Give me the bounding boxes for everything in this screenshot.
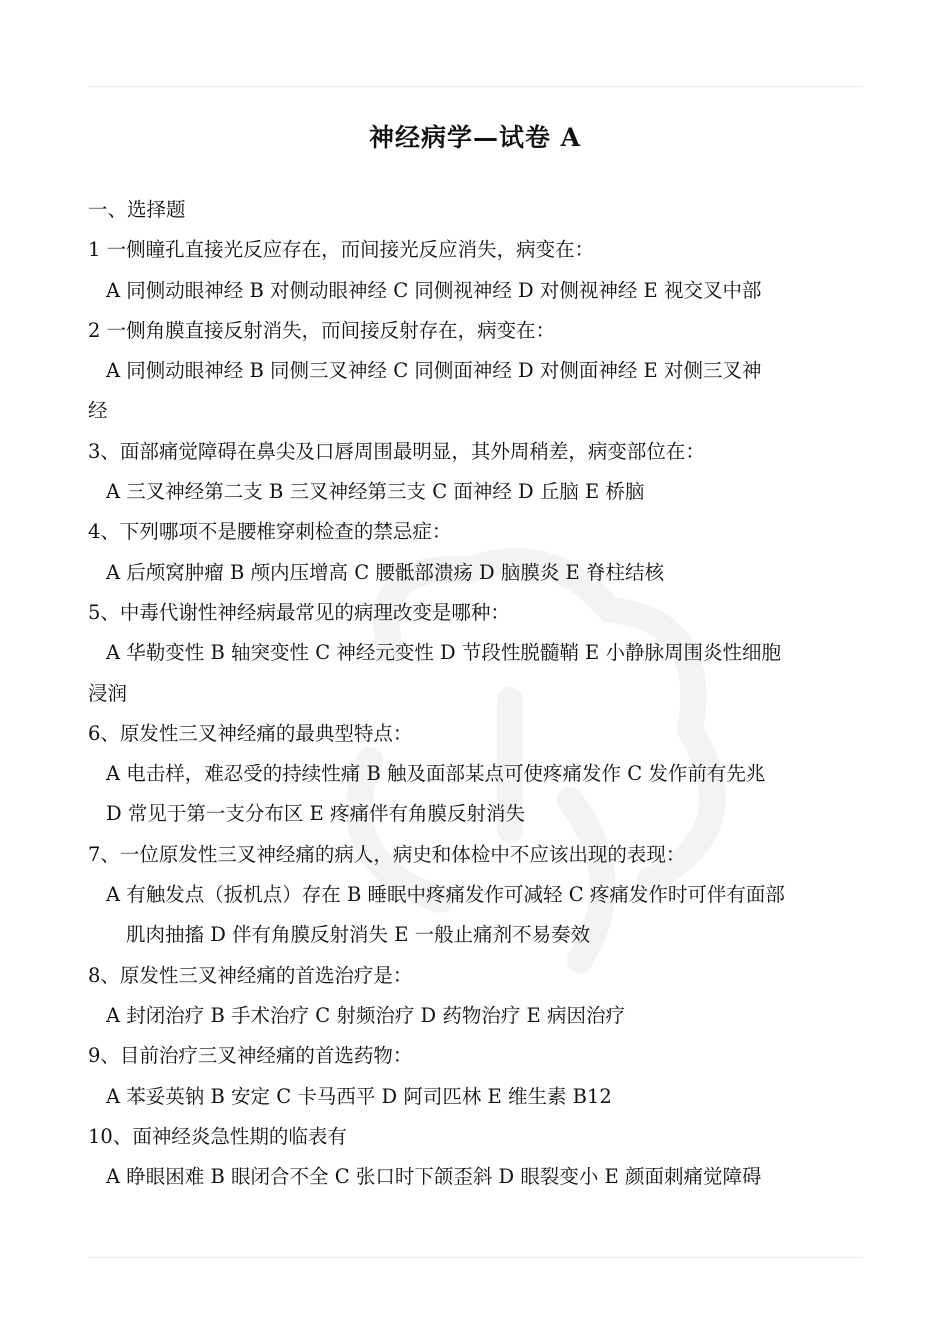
- question-options: A 三叉神经第二支 B 三叉神经第三支 C 面神经 D 丘脑 E 桥脑: [106, 480, 645, 504]
- question-options: A 华勒变性 B 轴突变性 C 神经元变性 D 节段性脱髓鞘 E 小静脉周围炎性细胞: [106, 641, 781, 665]
- header-rule: [88, 86, 863, 87]
- question-options-continued: 经: [88, 399, 108, 423]
- section-heading: 一、选择题: [88, 198, 186, 221]
- question-options: D 常见于第一支分布区 E 疼痛伴有角膜反射消失: [106, 802, 525, 826]
- question-options: A 封闭治疗 B 手术治疗 C 射频治疗 D 药物治疗 E 病因治疗: [106, 1003, 625, 1027]
- question-options: A 睁眼困难 B 眼闭合不全 C 张口时下颌歪斜 D 眼裂变小 E 颜面刺痛觉障碍: [106, 1165, 762, 1189]
- question-stem: 2 一侧角膜直接反射消失，而间接反射存在，病变在：: [88, 318, 556, 342]
- question-options-continued: 浸润: [88, 681, 128, 705]
- question-stem: 7、一位原发性三叉神经痛的病人，病史和体检中不应该出现的表现：: [88, 842, 686, 866]
- question-list: [88, 190, 863, 1197]
- footer-rule: [88, 1257, 863, 1258]
- question-stem: 3、面部痛觉障碍在鼻尖及口唇周围最明显，其外周稍差，病变部位在：: [88, 439, 705, 463]
- question-options: A 同侧动眼神经 B 对侧动眼神经 C 同侧视神经 D 对侧视神经 E 视交叉中部: [106, 278, 762, 302]
- question-stem: 6、原发性三叉神经痛的最典型特点：: [88, 721, 413, 745]
- question-options: A 电击样，难忍受的持续性痛 B 触及面部某点可使疼痛发作 C 发作前有先兆: [106, 762, 766, 786]
- question-options: A 有触发点（扳机点）存在 B 睡眠中疼痛发作可减轻 C 疼痛发作时可伴有面部: [106, 883, 785, 907]
- question-options: A 后颅窝肿瘤 B 颅内压增高 C 腰骶部溃疡 D 脑膜炎 E 脊柱结核: [106, 560, 664, 584]
- question-stem: 4、下列哪项不是腰椎穿刺检查的禁忌症：: [88, 520, 452, 544]
- page-title: 神经病学—试卷 A: [368, 123, 582, 152]
- question-stem: 1 一侧瞳孔直接光反应存在，而间接光反应消失，病变在：: [88, 238, 595, 262]
- question-stem: 5、中毒代谢性神经病最常见的病理改变是哪种：: [88, 600, 510, 624]
- question-options: A 苯妥英钠 B 安定 C 卡马西平 D 阿司匹林 E 维生素 B12: [106, 1084, 612, 1108]
- question-options: A 同侧动眼神经 B 同侧三叉神经 C 同侧面神经 D 对侧面神经 E 对侧三叉神: [106, 359, 762, 383]
- question-stem: 8、原发性三叉神经痛的首选治疗是：: [88, 963, 413, 987]
- question-stem: 9、目前治疗三叉神经痛的首选药物：: [88, 1044, 413, 1068]
- question-stem: 10、面神经炎急性期的临表有: [88, 1124, 347, 1148]
- question-options-continued: 肌肉抽搐 D 伴有角膜反射消失 E 一般止痛剂不易奏效: [126, 923, 591, 947]
